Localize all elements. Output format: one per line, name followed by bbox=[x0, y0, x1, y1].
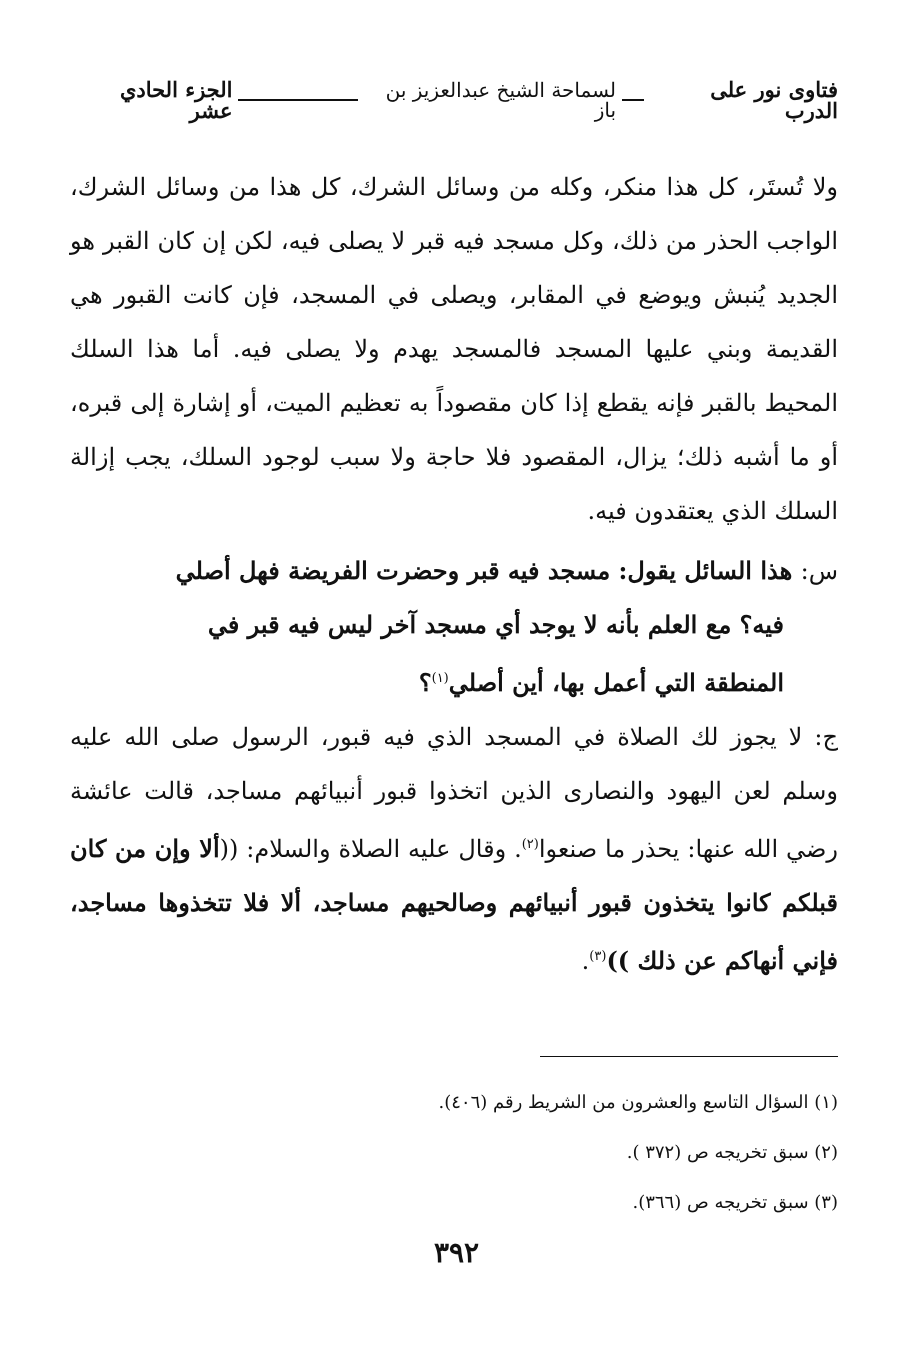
volume-label: الجزء الحادي عشر bbox=[119, 77, 233, 123]
book-title: فتاوى نور على الدرب bbox=[710, 77, 838, 123]
question-line-3: المنطقة التي أعمل بها، أين أصلي bbox=[448, 668, 784, 697]
answer-block bbox=[70, 710, 838, 988]
running-header bbox=[70, 77, 838, 123]
header-rule bbox=[238, 99, 358, 101]
paragraph-continuation: ولا تُستَر، كل هذا منكر، وكله من وسائل الشرك، كل هذا من وسائل الشرك، الواجب الحذر من ذلك، وكل مسجد فيه قبر لا يصلى فيه، لكن إن كان القبر هو الجديد يُنبش ويوضع في المقابر، ويصلى في المسجد، فإن كانت القبور هي القديمة وبني عليها المسجد فالمسجد يهدم ولا يصلى فيه. أما هذا السلك المحيط بالقبر فإنه يقطع إذا كان مقصوداً به تعظيم الميت، أو إشارة إلى قبره، أو ما أشبه ذلك؛ يزال، المقصود فلا حاجة ولا سبب لوجود السلك، يجب إزالة السلك الذي يعتقدون فيه. bbox=[70, 173, 838, 525]
question-prefix: س: bbox=[800, 557, 838, 585]
header-title-group bbox=[358, 79, 838, 121]
author-name: لسماحة الشيخ عبدالعزيز بن باز bbox=[385, 78, 617, 122]
question-block bbox=[70, 544, 838, 710]
footnote-1: (١) السؤال التاسع والعشرون من الشريط رقم (٤٠٦). bbox=[438, 1092, 838, 1113]
answer-text-1: لا يجوز لك الصلاة في المسجد الذي فيه قبور، الرسول صلى الله عليه وسلم لعن اليهود والنصارى الذين اتخذوا قبور أنبيائهم مساجد، قالت عائشة رضي الله عنها: يحذر ما صنعوا bbox=[70, 723, 838, 863]
footnote-ref-3[interactable]: (٣) bbox=[589, 949, 607, 964]
answer-prefix: ج: bbox=[814, 723, 838, 751]
footnote-ref-1[interactable]: (١) bbox=[431, 671, 449, 686]
page-number: ٣٩٢ bbox=[433, 1236, 480, 1269]
page-body bbox=[70, 160, 838, 988]
hadith-quote: ألا وإن من كان قبلكم كانوا يتخذون قبور أنبيائهم وصالحيهم مساجد، ألا فلا تتخذوها مساجد، فإني أنهاكم عن ذلك bbox=[70, 834, 839, 975]
question-line-3-wrap bbox=[70, 652, 838, 710]
header-volume-group bbox=[70, 79, 358, 121]
footnote-separator bbox=[540, 1056, 838, 1057]
question-line-2: فيه؟ مع العلم بأنه لا يوجد أي مسجد آخر ليس فيه قبر في bbox=[207, 610, 784, 639]
question-end-mark: ؟ bbox=[418, 668, 432, 697]
footnote-ref-2[interactable]: (٢) bbox=[521, 837, 539, 852]
footnotes bbox=[300, 1078, 838, 1228]
answer-end: . bbox=[581, 947, 590, 975]
footnote-2: (٢) سبق تخريجه ص (٣٧٢ ). bbox=[626, 1142, 838, 1163]
hadith-close: )) bbox=[606, 946, 638, 975]
question-line-1: هذا السائل يقول: مسجد فيه قبر وحضرت الفريضة فهل أصلي bbox=[175, 556, 793, 585]
answer-text-2: . وقال عليه الصلاة والسلام: (( bbox=[219, 835, 522, 863]
header-dash bbox=[622, 99, 644, 101]
footnote-3: (٣) سبق تخريجه ص (٣٦٦). bbox=[632, 1192, 838, 1213]
